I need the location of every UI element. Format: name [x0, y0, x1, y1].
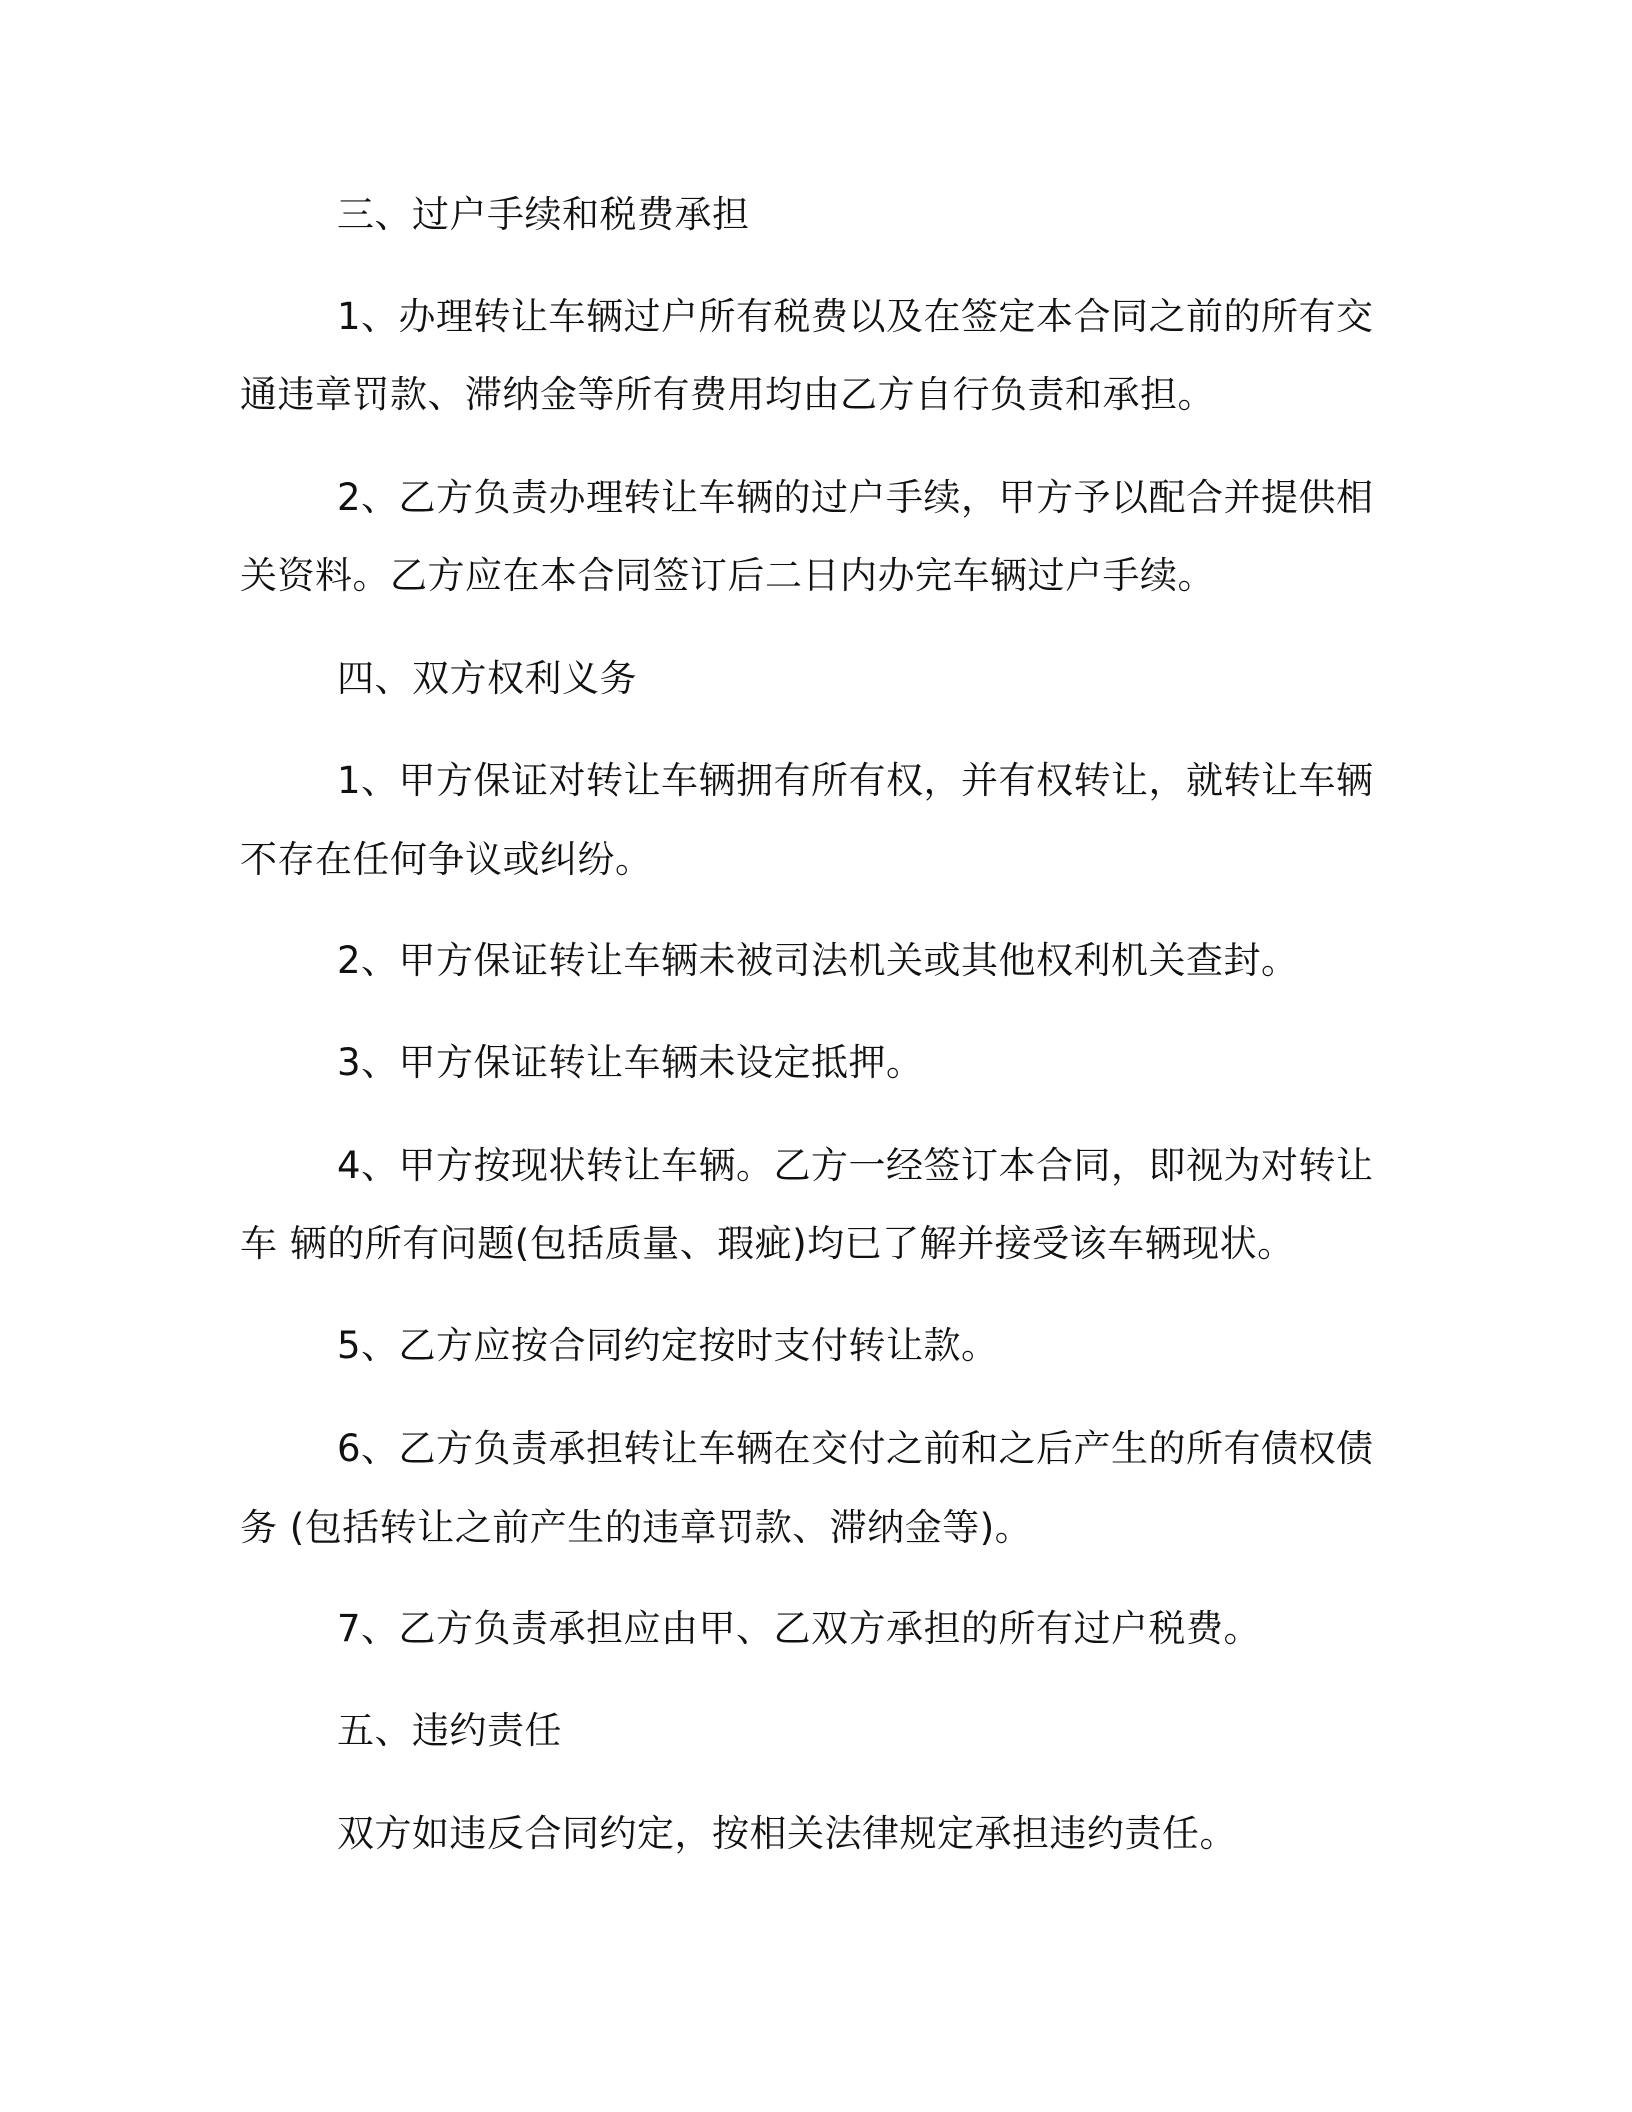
paragraph-line: 5、乙方应按合同约定按时支付转让款。 — [337, 1324, 999, 1367]
paragraph-line: 6、乙方负责承担转让车辆在交付之前和之后产生的所有债权债 — [337, 1427, 1374, 1470]
paragraph-line: 不存在任何争议或纠纷。 — [240, 838, 653, 881]
paragraph-line: 关资料。乙方应在本合同签订后二日内办完车辆过户手续。 — [240, 554, 1215, 597]
paragraph-line: 3、甲方保证转让车辆未设定抵押。 — [337, 1041, 924, 1084]
paragraph-line: 2、乙方负责办理转让车辆的过户手续，甲方予以配合并提供相 — [337, 476, 1374, 519]
paragraph-line: 2、甲方保证转让车辆未被司法机关或其他权利机关查封。 — [337, 939, 1299, 982]
paragraph-line: 1、办理转让车辆过户所有税费以及在签定本合同之前的所有交 — [337, 295, 1374, 338]
paragraph-line: 通违章罚款、滞纳金等所有费用均由乙方自行负责和承担。 — [240, 373, 1215, 416]
paragraph-line: 1、甲方保证对转让车辆拥有所有权，并有权转让，就转让车辆 — [337, 759, 1374, 802]
paragraph-line: 务 (包括转让之前产生的违章罚款、滞纳金等)。 — [240, 1506, 1033, 1549]
paragraph-line: 车 辆的所有问题(包括质量、瑕疵)均已了解并接受该车辆现状。 — [240, 1222, 1295, 1265]
section-heading-liability: 五、违约责任 — [337, 1709, 562, 1752]
paragraph-line: 4、甲方按现状转让车辆。乙方一经签订本合同，即视为对转让 — [337, 1144, 1374, 1187]
section-heading-rights-obligations: 四、双方权利义务 — [337, 657, 637, 700]
section-heading-transfer-fees: 三、过户手续和税费承担 — [337, 193, 750, 236]
paragraph-line: 7、乙方负责承担应由甲、乙双方承担的所有过户税费。 — [337, 1607, 1262, 1650]
paragraph-line: 双方如违反合同约定，按相关法律规定承担违约责任。 — [337, 1812, 1237, 1855]
